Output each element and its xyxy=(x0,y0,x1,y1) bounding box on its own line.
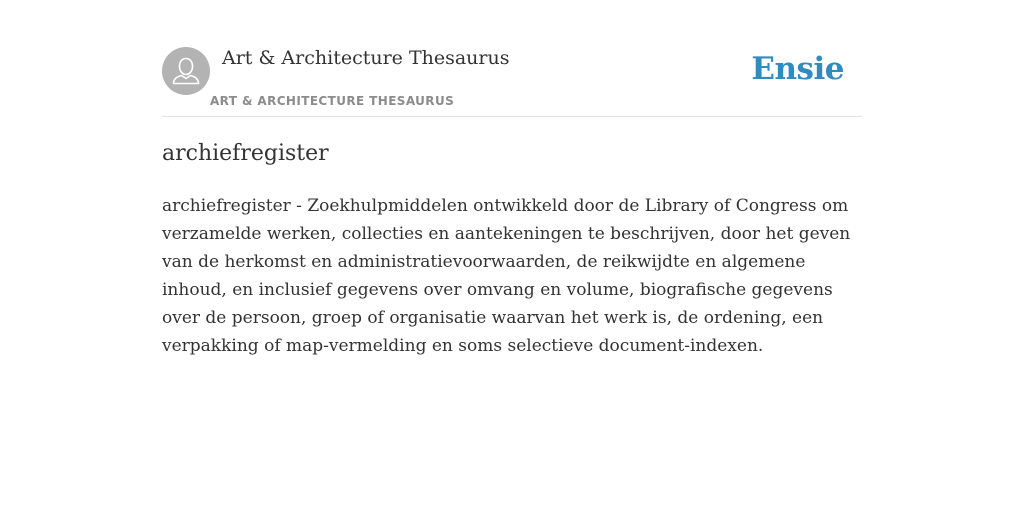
ensie-logo[interactable]: Ensie xyxy=(751,51,844,87)
entry-header xyxy=(162,0,862,117)
author-name[interactable]: Art & Architecture Thesaurus xyxy=(222,47,510,69)
term-definition: archiefregister - Zoekhulpmiddelen ontwikkeld door de Library of Congress om verzamelde werken, collecties en aantekeningen te beschrijven, door het geven van de herkomst en administratievoorwaarden, de reikwijdte en algemene inhoud, en inclusief gegevens over omvang en volume, biografische gegevens over de persoon, groep of organisatie waarvan het werk is, de ordening, een verpakking of map-vermelding en soms selectieve document-indexen. xyxy=(162,196,851,356)
author-avatar[interactable] xyxy=(162,47,210,95)
user-silhouette-icon xyxy=(162,47,210,95)
term-title: archiefregister xyxy=(162,141,329,166)
source-label[interactable]: ART & ARCHITECTURE THESAURUS xyxy=(210,94,455,108)
page-content xyxy=(162,0,862,356)
